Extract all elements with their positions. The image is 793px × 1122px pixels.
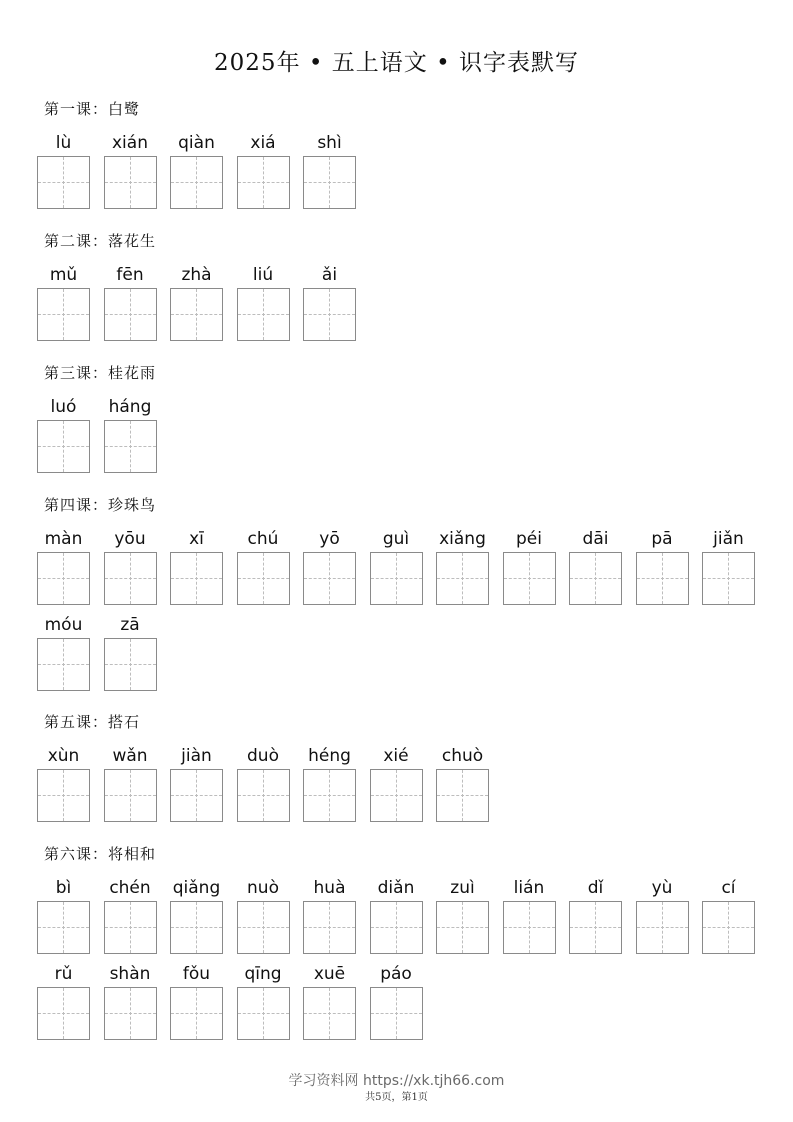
tianzige-writing-box[interactable]: [170, 901, 223, 954]
pinyin-label: shàn: [109, 964, 151, 984]
tianzige-writing-box[interactable]: [170, 288, 223, 341]
pinyin-label: mǔ: [49, 265, 78, 285]
pinyin-label: huà: [313, 878, 346, 898]
tianzige-writing-box[interactable]: [104, 901, 157, 954]
tianzige-writing-box[interactable]: [237, 901, 290, 954]
pinyin-label: xuē: [313, 964, 346, 984]
pinyin-label: qiǎng: [172, 878, 221, 898]
pinyin-label: màn: [44, 529, 83, 549]
tianzige-writing-box[interactable]: [104, 552, 157, 605]
tianzige-writing-box[interactable]: [636, 901, 689, 954]
tianzige-writing-box[interactable]: [569, 901, 622, 954]
footer-source: 学习资料网 https://xk.tjh66.com: [288, 1073, 505, 1089]
tianzige-writing-box[interactable]: [436, 901, 489, 954]
pinyin-label: chú: [247, 529, 279, 549]
tianzige-writing-box[interactable]: [303, 552, 356, 605]
pinyin-label: yō: [319, 529, 340, 549]
tianzige-writing-box[interactable]: [170, 552, 223, 605]
tianzige-writing-box[interactable]: [37, 420, 90, 473]
tianzige-writing-box[interactable]: [37, 769, 90, 822]
tianzige-writing-box[interactable]: [370, 769, 423, 822]
tianzige-writing-box[interactable]: [104, 638, 157, 691]
tianzige-writing-box[interactable]: [636, 552, 689, 605]
pinyin-label: fǒu: [182, 964, 211, 984]
tianzige-writing-box[interactable]: [104, 420, 157, 473]
pinyin-label: pā: [651, 529, 673, 549]
pinyin-label: móu: [44, 615, 83, 635]
pinyin-label: qīng: [244, 964, 282, 984]
tianzige-writing-box[interactable]: [436, 769, 489, 822]
tianzige-writing-box[interactable]: [237, 987, 290, 1040]
pinyin-label: jiàn: [181, 746, 212, 766]
pinyin-label: lù: [55, 133, 72, 153]
tianzige-writing-box[interactable]: [303, 288, 356, 341]
tianzige-writing-box[interactable]: [303, 156, 356, 209]
pinyin-label: diǎn: [377, 878, 415, 898]
pinyin-label: rǔ: [54, 964, 73, 984]
tianzige-writing-box[interactable]: [170, 769, 223, 822]
tianzige-writing-box[interactable]: [237, 769, 290, 822]
tianzige-writing-box[interactable]: [503, 901, 556, 954]
tianzige-writing-box[interactable]: [370, 987, 423, 1040]
pinyin-label: dǐ: [587, 878, 604, 898]
page-title: 2025年 • 五上语文 • 识字表默写: [214, 50, 579, 76]
tianzige-writing-box[interactable]: [237, 552, 290, 605]
tianzige-writing-box[interactable]: [503, 552, 556, 605]
lesson-title: 第二课：落花生: [44, 232, 157, 250]
tianzige-writing-box[interactable]: [303, 901, 356, 954]
pinyin-label: bì: [55, 878, 72, 898]
footer-page-number: 共5页，第1页: [365, 1092, 428, 1103]
lesson-title: 第四课：珍珠鸟: [44, 496, 157, 514]
tianzige-writing-box[interactable]: [303, 769, 356, 822]
pinyin-label: lián: [513, 878, 545, 898]
pinyin-label: nuò: [247, 878, 279, 898]
tianzige-writing-box[interactable]: [237, 288, 290, 341]
pinyin-label: dāi: [582, 529, 609, 549]
pinyin-label: péi: [516, 529, 542, 549]
pinyin-label: xié: [383, 746, 409, 766]
tianzige-writing-box[interactable]: [37, 638, 90, 691]
pinyin-label: háng: [108, 397, 152, 417]
pinyin-label: qiàn: [178, 133, 215, 153]
tianzige-writing-box[interactable]: [569, 552, 622, 605]
pinyin-label: duò: [247, 746, 279, 766]
tianzige-writing-box[interactable]: [702, 901, 755, 954]
pinyin-label: zuì: [450, 878, 475, 898]
lesson-title: 第一课：白鹭: [44, 100, 141, 118]
pinyin-label: xián: [112, 133, 148, 153]
pinyin-label: héng: [308, 746, 351, 766]
tianzige-writing-box[interactable]: [237, 156, 290, 209]
pinyin-label: xùn: [47, 746, 80, 766]
tianzige-writing-box[interactable]: [37, 288, 90, 341]
pinyin-label: liú: [252, 265, 274, 285]
tianzige-writing-box[interactable]: [37, 987, 90, 1040]
tianzige-writing-box[interactable]: [170, 156, 223, 209]
tianzige-writing-box[interactable]: [104, 769, 157, 822]
tianzige-writing-box[interactable]: [104, 288, 157, 341]
pinyin-label: wǎn: [112, 746, 148, 766]
tianzige-writing-box[interactable]: [37, 552, 90, 605]
pinyin-label: zā: [120, 615, 140, 635]
pinyin-label: xī: [189, 529, 204, 549]
pinyin-label: jiǎn: [713, 529, 744, 549]
pinyin-label: xiǎng: [439, 529, 486, 549]
tianzige-writing-box[interactable]: [702, 552, 755, 605]
tianzige-writing-box[interactable]: [170, 987, 223, 1040]
tianzige-writing-box[interactable]: [370, 552, 423, 605]
pinyin-label: xiá: [250, 133, 276, 153]
pinyin-label: yù: [651, 878, 673, 898]
tianzige-writing-box[interactable]: [370, 901, 423, 954]
lesson-title: 第六课：将相和: [44, 845, 157, 863]
tianzige-writing-box[interactable]: [37, 156, 90, 209]
tianzige-writing-box[interactable]: [303, 987, 356, 1040]
pinyin-label: guì: [382, 529, 410, 549]
pinyin-label: chén: [109, 878, 151, 898]
pinyin-label: páo: [380, 964, 412, 984]
pinyin-label: cí: [721, 878, 736, 898]
pinyin-label: luó: [50, 397, 77, 417]
pinyin-label: chuò: [441, 746, 484, 766]
pinyin-label: shì: [317, 133, 342, 153]
pinyin-label: yōu: [114, 529, 146, 549]
pinyin-label: zhà: [181, 265, 212, 285]
tianzige-writing-box[interactable]: [104, 156, 157, 209]
pinyin-label: ǎi: [321, 265, 338, 285]
tianzige-writing-box[interactable]: [436, 552, 489, 605]
tianzige-writing-box[interactable]: [104, 987, 157, 1040]
lesson-title: 第五课：搭石: [44, 713, 141, 731]
tianzige-writing-box[interactable]: [37, 901, 90, 954]
lesson-title: 第三课：桂花雨: [44, 364, 157, 382]
pinyin-label: fēn: [116, 265, 144, 285]
